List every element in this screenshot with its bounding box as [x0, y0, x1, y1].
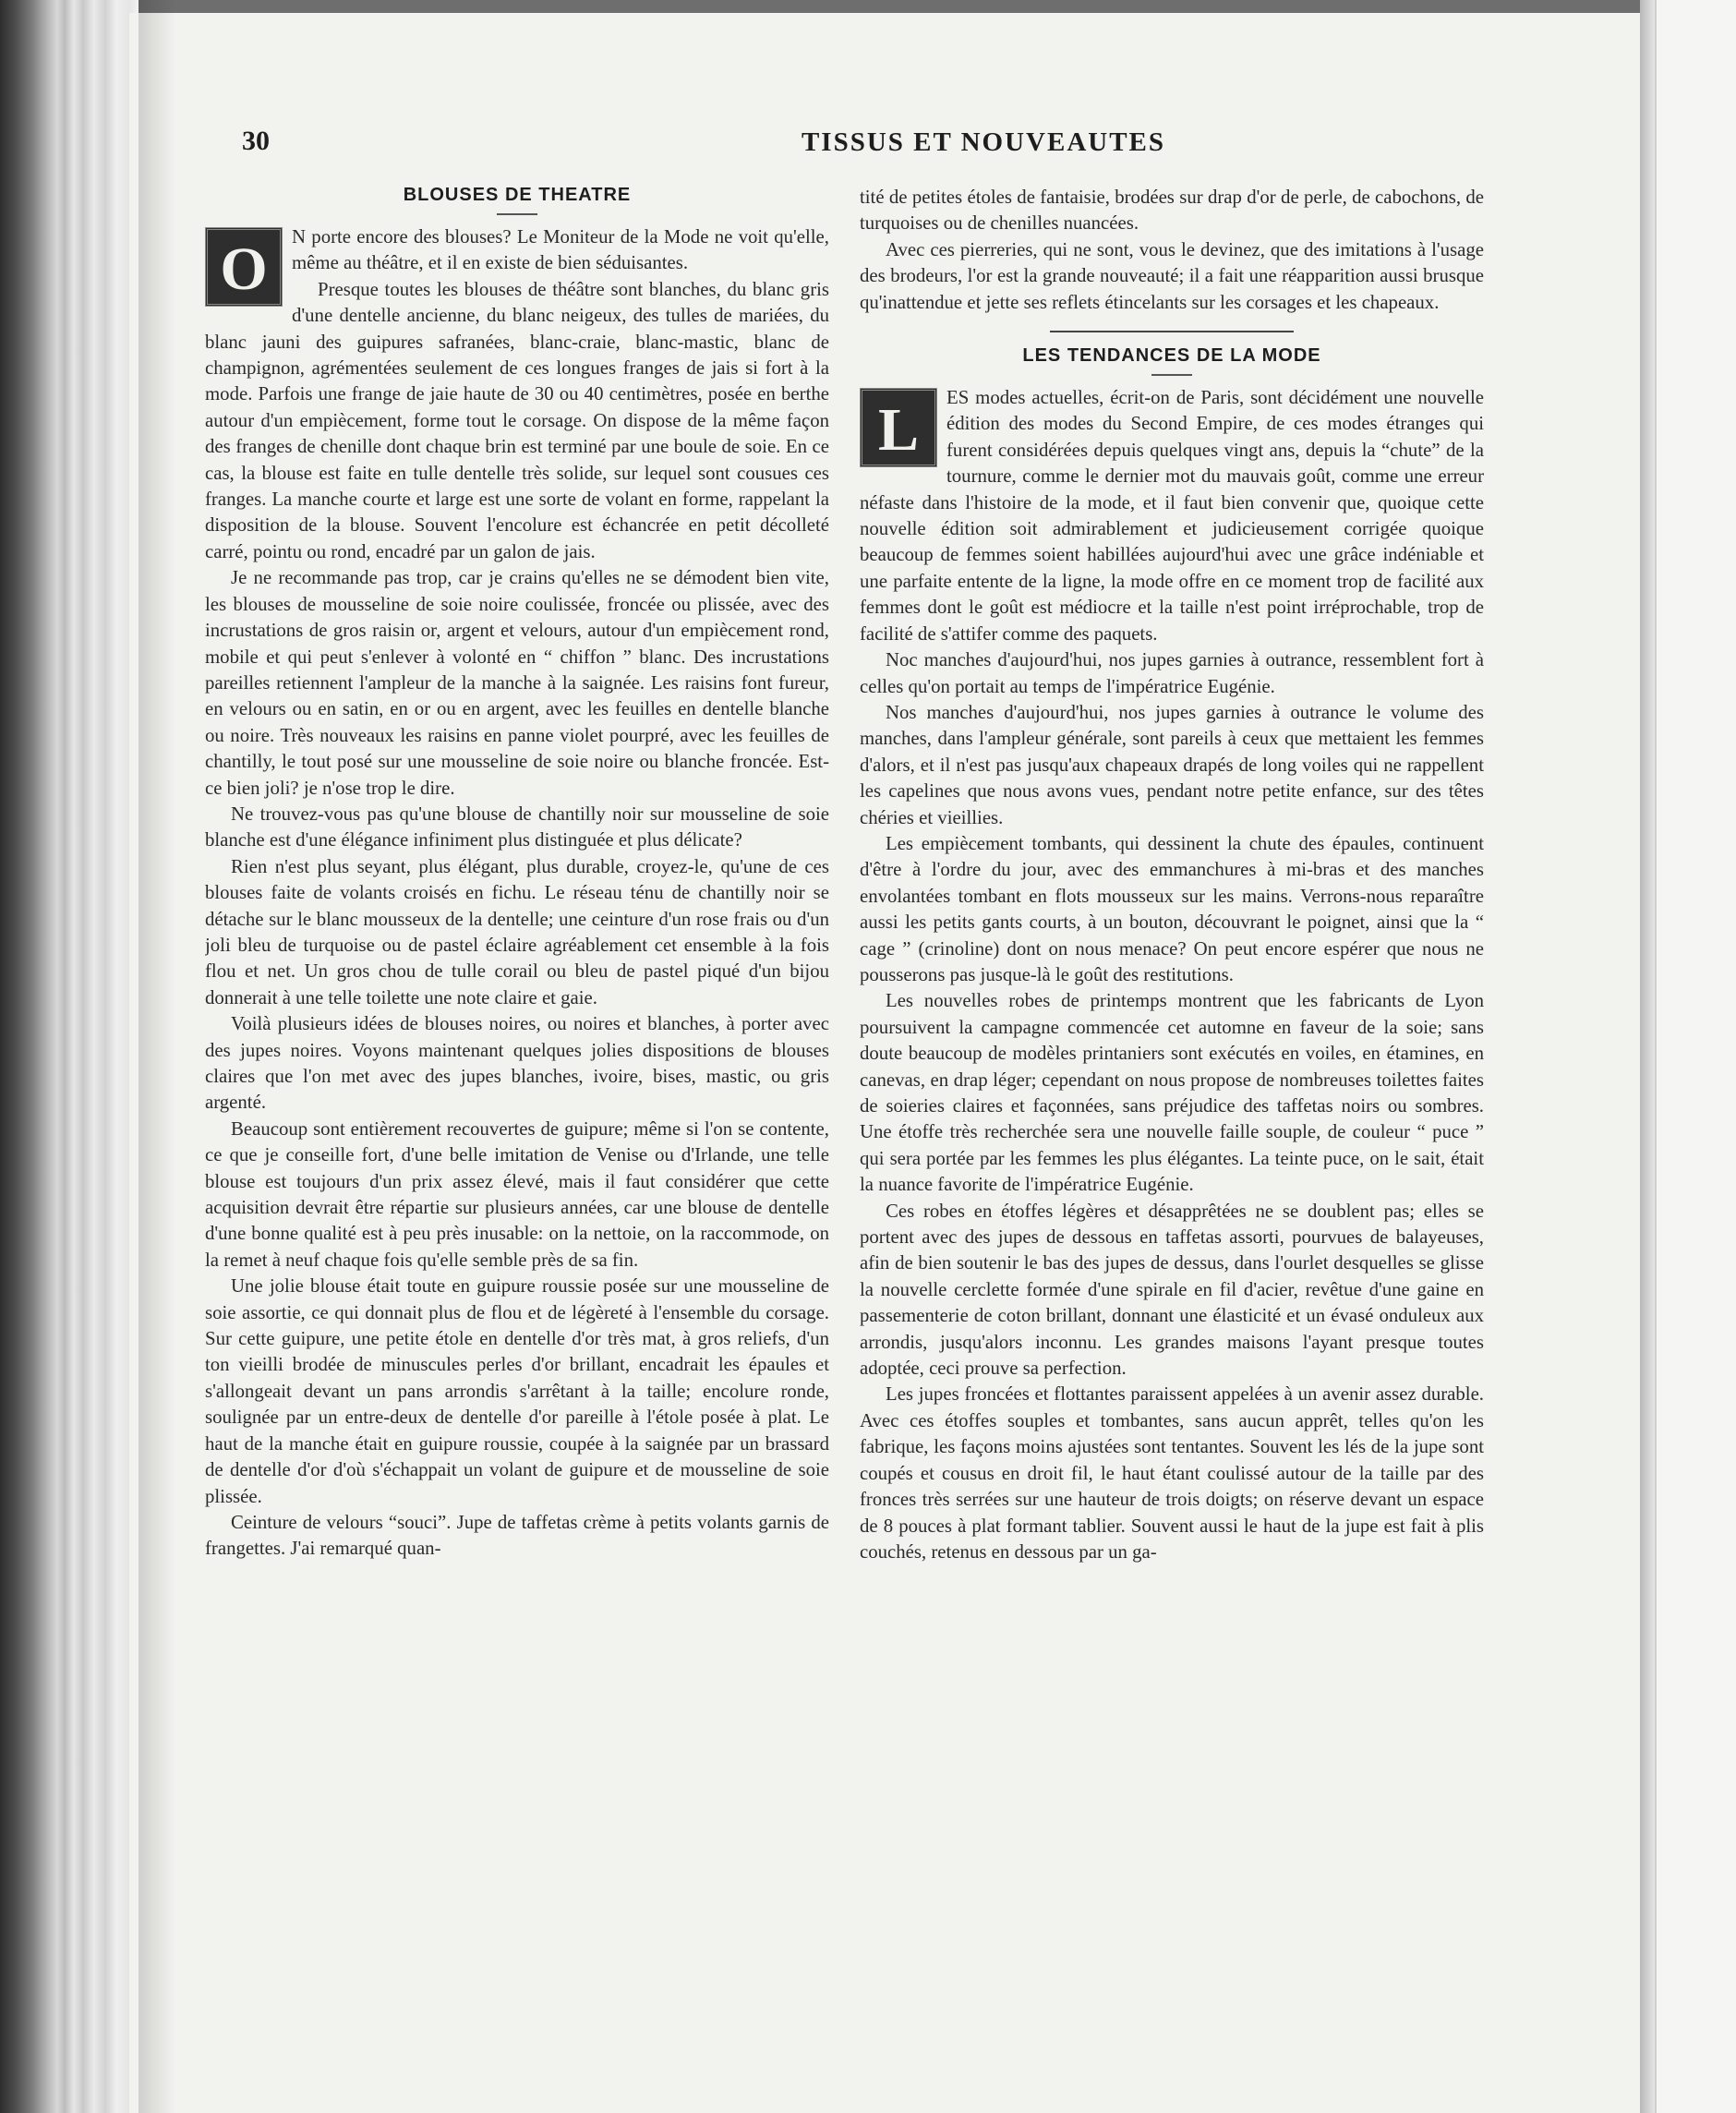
- article-paragraph: Presque toutes les blouses de théâtre sont blanches, du blanc gris d'une dentelle ancienne, du blanc neigeux, des tulles de mariées, du blanc jauni des guipures safranées, blanc-craie, blanc-mastic, blanc de champignon, agrémentées seulement de ces longues franges de jais si fort à la mode. Parfois une frange de jaie haute de 30 ou 40 centimètres, posée en berthe autour d'un empiècement, forme tout le corsage. On dispose de la même façon des franges de chenille dont chaque brin est terminé par une boule de soie. En ce cas, la blouse est faite en tulle dentelle très solide, sur lequel sont cousues ces franges. La manche courte et large est une sorte de volant en forme, rappelant la disposition de la blouse. Souvent l'encolure est échancrée en petit décolleté carré, pointu ou rond, encadré par un galon de jais.: [205, 278, 829, 562]
- article-paragraph: O N porte encore des blouses? Le Moniteur de la Mode ne voit qu'elle, même au théâtre, et il en existe de bien séduisantes.: [205, 224, 829, 277]
- dropcap-l: L: [860, 388, 937, 467]
- article-paragraph: Les nouvelles robes de printemps montrent que les fabricants de Lyon poursuivent la campagne commencée cet automne en faveur de la soie; sans doute beaucoup de modèles printaniers sont exécutés en voiles, en étamines, en canevas, en drap léger; cependant on nous propose de nombreuses toilettes faites de soieries claires et façonnées, sans préjudice des taffetas noirs ou sombres. Une étoffe très recherchée sera une nouvelle faille souple, de couleur “ puce ” qui sera portée par les femmes les plus élégantes. La teinte puce, on le sait, était la nuance favorite de l'impératrice Eugénie.: [860, 990, 1484, 1196]
- right-gutter: [1640, 0, 1655, 2113]
- facing-page-edge: [1655, 0, 1736, 2113]
- title-rule: [1151, 374, 1192, 376]
- article-paragraph: Beaucoup sont entièrement recouvertes de guipure; même si l'on se contente, ce que je conseille fort, d'une belle imitation de Venise ou d'Irlande, une telle blouse est toujours d'un prix assez élevé, mais il faut considérer que cette acquisition devrait être répartie sur plusieurs années, car une blouse de dentelle d'une bonne qualité est à peu près inusable: on la nettoie, on la raccommode, on la remet à neuf chaque fois qu'elle semble près de sa fin.: [205, 1117, 829, 1271]
- article-paragraph: Ne trouvez-vous pas qu'une blouse de chantilly noir sur mousseline de soie blanche est d'une élégance infiniment plus distinguée et plus délicate?: [205, 803, 829, 851]
- article-paragraph: Avec ces pierreries, qui ne sont, vous le devinez, que des imitations à l'usage des brodeurs, l'or est la grande nouveauté; il a fait une réapparition aussi brusque qu'inattendue et jette ses reflets étincelants sur les corsages et les chapeaux.: [860, 238, 1484, 313]
- running-title: TISSUS ET NOUVEAUTES: [801, 127, 1166, 157]
- book-binding-edge: [0, 0, 139, 2113]
- title-rule: [497, 213, 537, 215]
- right-column: [860, 185, 1484, 1995]
- page-number: 30: [242, 126, 270, 156]
- article-paragraph: Ces robes en étoffes légères et désapprêtées ne se doublent pas; elles se portent avec des jupes de dessous en taffetas assorti, pourvues de balayeuses, afin de bien soutenir le bas des jupes de dessus, dans l'ourlet desquelles se glisse la nouvelle cerclette formée d'une spirale en fil d'acier, revêtue d'une gaine en passementerie de coton brillant, donnant une élasticité et un évasé onduleux aux arrondis, jusqu'alors inconnu. Les grandes maisons l'ayant presque toutes adoptée, ceci prouve sa perfection.: [860, 1200, 1484, 1380]
- article-paragraph: Rien n'est plus seyant, plus élégant, plus durable, croyez-le, qu'une de ces blouses faite de volants croisés en fichu. Le réseau ténu de chantilly noir se détache sur le blanc mousseux de la dentelle; une ceinture d'un rose frais ou d'un joli bleu de turquoise ou de pastel éclaire agréablement cet ensemble à la fois flou et net. Un gros chou de tulle corail ou bleu de pastel piqué d'un bijou donnerait à une telle toilette une note claire et gaie.: [205, 855, 829, 1008]
- article-paragraph: Je ne recommande pas trop, car je crains qu'elles ne se démodent bien vite, les blouses de mousseline de soie noire coulissée, froncée ou plissée, avec des incrustations de gros raisin or, argent et velours, autour d'un empiècement rond, mobile et qui peut s'enlever à volonté en “ chiffon ” blanc. Des incrustations pareilles retiennent l'ampleur de la manche à la saignée. Les raisins font fureur, en velours ou en satin, en or ou en argent, avec les feuilles en dentelle blanche ou noire. Très nouveaux les raisins en panne violet pourpré, avec les feuilles de chantilly, le tout posé sur une mousseline de soie noire ou blanche froncée. Est-ce bien joli? je n'ose trop le dire.: [205, 567, 829, 799]
- article-paragraph: Nos manches d'aujourd'hui, nos jupes garnies à outrance le volume des manches, dans l'ampleur générale, sont pareils à ceux que mettaient les femmes d'alors, et il n'est pas jusqu'aux chapeaux drapés de long voiles qui ne rappellent les capelines que nous avons vues, pendant notre petite enfance, sur des têtes chéries et vieillies.: [860, 701, 1484, 828]
- article-title-blouses: BLOUSES DE THEATRE: [403, 185, 632, 205]
- article-paragraph: Les empiècement tombants, qui dessinent la chute des épaules, continuent d'être à l'ordre du jour, avec des emmanchures à mi-bras et des manches envolantées tombant en flots mousseux sur les mains. Verrons-nous reparaître aussi les petits gants courts, à un bouton, découvrant le poignet, ainsi que la “ cage ” (crinoline) dont on nous menace? On peut encore espérer que nous ne pousserons pas jusque-là le goût des restitutions.: [860, 832, 1484, 985]
- article-paragraph: Voilà plusieurs idées de blouses noires, ou noires et blanches, à porter avec des jupes noires. Voyons maintenant quelques jolies dispositions de blouses claires que l'on met avec des jupes blanches, ivoire, bises, mastic, ou gris argenté.: [205, 1013, 829, 1114]
- binding-shadow: [139, 0, 175, 2113]
- article-continuation: tité de petites étoles de fantaisie, brodées sur drap d'or de perle, de cabochons, de turquoises ou de chenilles nuancées.: [860, 187, 1484, 235]
- article-paragraph: Noc manches d'aujourd'hui, nos jupes garnies à outrance, ressemblent fort à celles qu'on portait au temps de l'impératrice Eugénie.: [860, 649, 1484, 697]
- article-paragraph: Une jolie blouse était toute en guipure roussie posée sur une mousseline de soie assortie, ce qui donnait plus de flou et de légèreté à l'ensemble du corsage. Sur cette guipure, une petite étole en dentelle d'or très mat, à gros reliefs, d'un ton vieilli brodée de minuscules perles d'or brillant, encadrait les épaules et s'allongeait devant un pans arrondis s'arrêtant à la taille; encolure ronde, soulignée par un entre-deux de dentelle d'or pareille à l'étole posée à plat. Le haut de la manche était en guipure roussie, coupée à la saignée par un brassard de dentelle d'or d'où s'échappait un volant de guipure et de mousseline de soie plissée.: [205, 1275, 829, 1507]
- section-divider: [1050, 331, 1294, 332]
- article-paragraph: Ceinture de velours “souci”. Jupe de taffetas crème à petits volants garnis de frangettes. J'ai remarqué quan-: [205, 1511, 829, 1560]
- dropcap-o: O: [205, 227, 283, 307]
- article-title-tendances: LES TENDANCES DE LA MODE: [1022, 345, 1321, 367]
- article-paragraph: Les jupes froncées et flottantes paraissent appelées à un avenir assez durable. Avec ces étoffes souples et tombantes, sans aucun apprêt, telles qu'on les fabrique, les façons moins ajustées sont tentantes. Souvent les lés de la jupe sont coupés et cousus en droit fil, le haut étant coulissé autour de la taille par des fronces très serrées sur une hauteur de trois doigts; on réserve devant un espace de 8 pouces à plat formant tablier. Souvent aussi le haut de la jupe est fait à plis couchés, retenus en dessous par un ga-: [860, 1383, 1484, 1563]
- article-paragraph: L ES modes actuelles, écrit-on de Paris, sont décidément une nouvelle édition des modes du Second Empire, de ces modes étranges qui furent considérées depuis quelques vingt ans, depuis la “chute” de la tournure, comme le dernier mot du mauvais goût, comme une erreur néfaste dans l'histoire de la mode, et il faut bien convenir que, quoique cette nouvelle édition soit admirablement et judicieusement corrigée quoique beaucoup de femmes soient habillées aujourd'hui avec une grâce indéniable et une parfaite entente de la ligne, la mode offre en ce moment trop de facilité aux femmes dont le goût est médiocre et la taille n'est point irréprochable, trop de facilité de s'attifer comme des paquets.: [860, 387, 1484, 645]
- left-column: [205, 185, 829, 1995]
